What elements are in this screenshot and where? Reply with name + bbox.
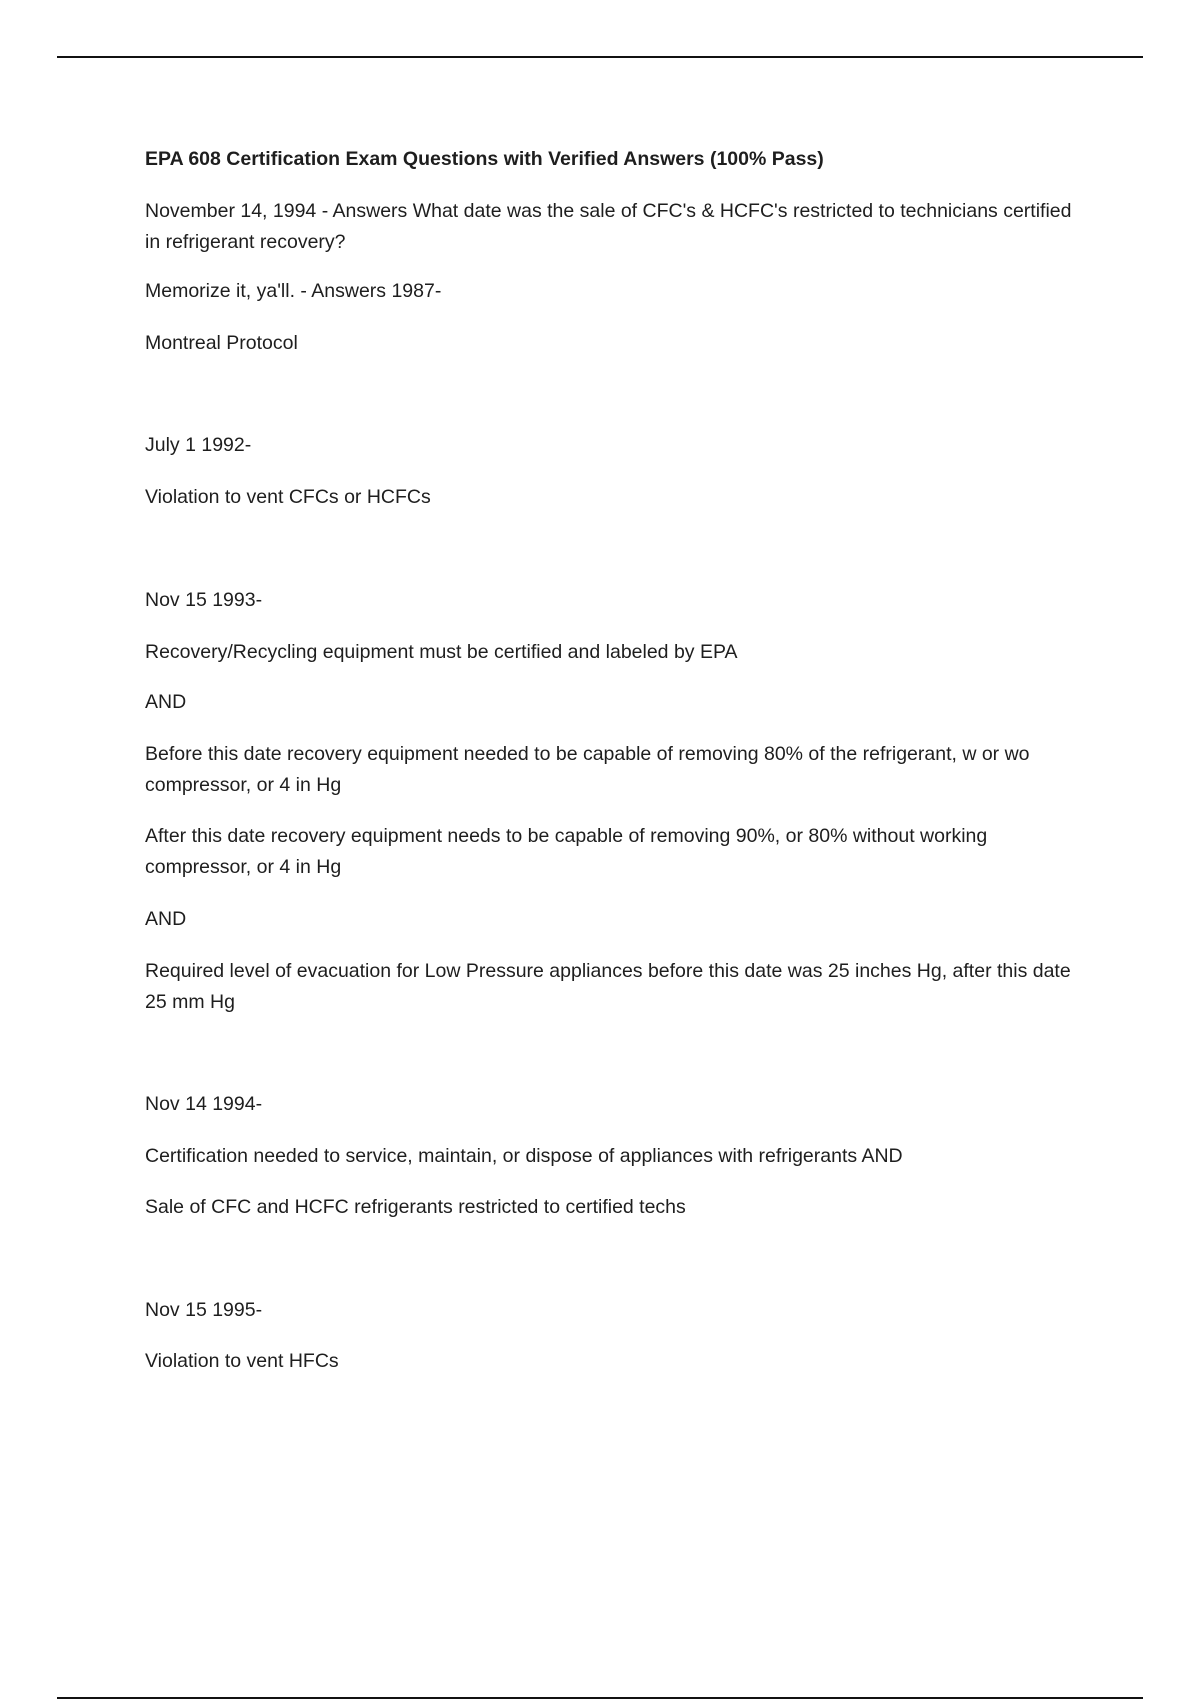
header-rule (57, 56, 1143, 58)
paragraph: Nov 15 1995- (145, 1299, 263, 1321)
paragraph: Certification needed to service, maintain, or dispose of appliances with refrigerants AND (145, 1145, 903, 1167)
paragraph: After this date recovery equipment needs to be capable of removing 90%, or 80% without working compressor, or 4 in Hg (145, 825, 988, 878)
paragraph: Violation to vent HFCs (145, 1350, 339, 1372)
paragraph: Recovery/Recycling equipment must be certified and labeled by EPA (145, 641, 738, 663)
paragraph: Nov 15 1993- (145, 589, 263, 611)
paragraph: November 14, 1994 - Answers What date was the sale of CFC's & HCFC's restricted to technicians certified in refrigerant recovery? (145, 200, 1072, 253)
paragraph: Nov 14 1994- (145, 1093, 263, 1115)
paragraph: Sale of CFC and HCFC refrigerants restricted to certified techs (145, 1196, 686, 1218)
footer-rule (57, 1697, 1143, 1699)
paragraph: July 1 1992- (145, 434, 252, 456)
paragraph: Montreal Protocol (145, 332, 298, 354)
paragraph: Violation to vent CFCs or HCFCs (145, 486, 431, 508)
paragraph: AND (145, 691, 187, 713)
paragraph: Before this date recovery equipment needed to be capable of removing 80% of the refrigerant, w or wo compressor, or 4 in Hg (145, 743, 1030, 796)
paragraph: AND (145, 908, 187, 930)
document-title: EPA 608 Certification Exam Questions with Verified Answers (100% Pass) (145, 148, 824, 170)
paragraph: Memorize it, ya'll. - Answers 1987- (145, 280, 442, 302)
paragraph: Required level of evacuation for Low Pressure appliances before this date was 25 inches Hg, after this date 25 mm Hg (145, 960, 1071, 1013)
